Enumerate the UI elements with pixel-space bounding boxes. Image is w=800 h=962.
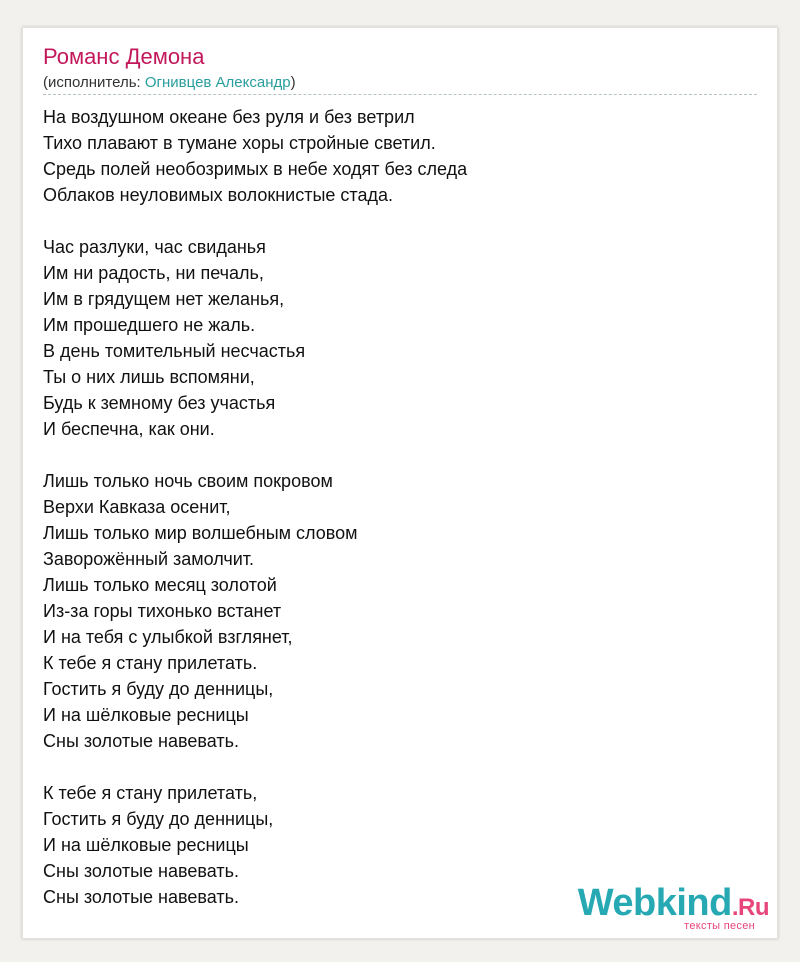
lyrics-line: И на тебя с улыбкой взглянет, <box>43 627 293 647</box>
lyrics-line: Из-за горы тихонько встанет <box>43 601 282 621</box>
lyrics-line: И беспечна, как они. <box>43 419 215 439</box>
webkind-logo[interactable] <box>569 882 769 932</box>
lyrics-line: И на шёлковые ресницы <box>43 835 249 855</box>
artist-prefix: (исполнитель: <box>43 74 145 91</box>
lyrics-line: Лишь только ночь своим покровом <box>43 471 333 491</box>
lyrics-line: Сны золотые навевать. <box>43 887 239 907</box>
lyrics-line: Лишь только месяц золотой <box>43 575 277 595</box>
artist-link[interactable]: Огнивцев Александр <box>144 74 291 91</box>
lyrics-line: На воздушном океане без руля и без ветрил <box>43 107 415 127</box>
lyrics-line: Им прошедшего не жаль. <box>43 315 256 335</box>
lyrics-line: Гостить я буду до денницы, <box>43 809 274 829</box>
artist-line <box>43 74 296 91</box>
lyrics-line: Сны золотые навевать. <box>43 861 239 881</box>
lyrics-line: Час разлуки, час свиданья <box>43 237 266 257</box>
lyrics-line: Им ни радость, ни печаль, <box>43 263 264 283</box>
lyrics-line: Облаков неуловимых волокнистые стада. <box>43 185 393 205</box>
lyrics-stanza <box>43 104 743 208</box>
logo-main-text: Webkind <box>577 882 732 924</box>
lyrics-line: Заворожённый замолчит. <box>43 549 255 569</box>
artist-suffix: ) <box>290 74 296 91</box>
lyrics-line: И на шёлковые ресницы <box>43 705 249 725</box>
lyrics-line: Тихо плавают в тумане хоры стройные светил. <box>43 133 436 153</box>
lyrics-line: Будь к земному без участья <box>43 393 276 413</box>
logo-tld: .Ru <box>731 894 769 921</box>
lyrics-stanza <box>43 234 743 442</box>
lyrics-line: Им в грядущем нет желанья, <box>43 289 285 309</box>
lyrics-text <box>43 104 743 936</box>
logo-wordmark <box>578 882 769 925</box>
lyrics-stanza <box>43 468 743 754</box>
lyrics-line: Верхи Кавказа осенит, <box>43 497 231 517</box>
lyrics-line: Гостить я буду до денницы, <box>43 679 274 699</box>
lyrics-line: Ты о них лишь вспомяни, <box>43 367 255 387</box>
logo-tagline: тексты песен <box>684 920 755 932</box>
song-title: Романс Демона <box>43 44 205 69</box>
lyrics-card <box>22 27 778 939</box>
lyrics-line: В день томительный несчастья <box>43 341 306 361</box>
lyrics-line: Средь полей необозримых в небе ходят без следа <box>43 159 468 179</box>
lyrics-line: К тебе я стану прилетать. <box>43 653 258 673</box>
lyrics-line: Лишь только мир волшебным словом <box>43 523 358 543</box>
lyrics-line: Сны золотые навевать. <box>43 731 239 751</box>
divider <box>43 94 757 95</box>
lyrics-line: К тебе я стану прилетать, <box>43 783 258 803</box>
